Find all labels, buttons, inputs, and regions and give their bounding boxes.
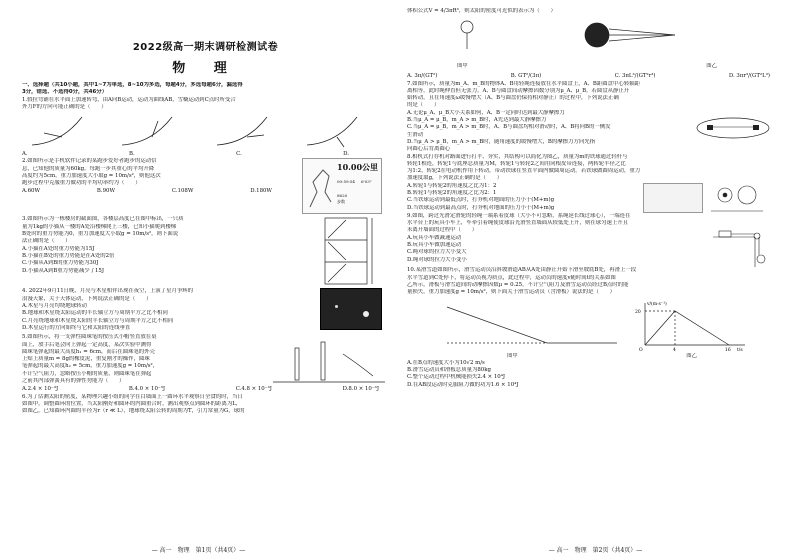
page-footer-1: — 高一 物理 第1页（共4页）—: [151, 547, 246, 554]
q10-figures: [407, 299, 780, 353]
q7-block: [407, 110, 780, 154]
q2-option-a: A.60W: [22, 187, 41, 194]
q4-option-a: A.木星与月亮均绕地球转动: [22, 303, 87, 310]
q6-line-2: 如图甲，调整圆环的位置，当太阳刚好和圆环的内圆重合时，测出观察点到圆环的距离为L，: [22, 400, 242, 407]
q7-option-a: A.无论μ_A、μ_B大小关系如何，A、B一定同时达到最大静摩擦力: [407, 109, 565, 116]
sun-observation-diagram: [447, 17, 677, 61]
q2-option-c: C.108W: [171, 187, 194, 194]
q5-option-c: C.4.8 × 10⁻³J: [235, 386, 272, 393]
graph-tick-x-4: 4: [673, 347, 676, 351]
q7-line-3: 始转动，且在角速度ω缓慢增大（A、B与圆盘仍保持相对静止）的过程中，下列说法正确: [407, 95, 619, 102]
q10-fig-label-jia: 图甲: [507, 352, 518, 359]
q5-line-7: 之前其内部弹簧具有的弹性势能为（ ）: [22, 378, 125, 385]
subject-title: 物 理: [172, 61, 239, 76]
q10-line-1: 10.某滑雪道如图所示，滑雪运动员沿斜坡滑道AB从A处由静止开始下滑至坡底B处，再滑上一段: [407, 267, 637, 274]
q1-line-2: 外力F的方向可能正确的是（ ）: [22, 103, 107, 110]
graph-tick-x-16: 16: [725, 347, 731, 351]
q5-line-4: 上贴上质量m = 8g的橡皮泥，重复刚才的操作，圆珠: [22, 356, 150, 363]
q9-line-2: 水平台上的玩具小车上，车牵引着绳使皮球沿光滑竖直墙面从较低处上升，则在球匀速上升且: [407, 220, 629, 227]
q1-figures: [22, 113, 389, 149]
q10-option-c: C.整个运动过程中机械能损失2.4 × 10⁴J: [407, 374, 506, 381]
q5-line-1: 5.如图所示，将一支弹性圆珠笔的按压式小帽竖直放在桌: [22, 334, 157, 341]
pen-spring-figure: [273, 334, 385, 386]
pen-diagram: [273, 334, 385, 386]
q6-option-b: B. GT²/(3π): [510, 72, 542, 79]
q7-option-c-cont: 生滑动: [407, 131, 424, 138]
stat-steps-label: 步数: [337, 199, 345, 205]
q6-option-a: A. 3π/(GT²): [407, 72, 438, 79]
q5-option-b: B.4.0 × 10⁻³J: [128, 386, 166, 393]
q6-figures: [447, 17, 780, 63]
q7-option-d-cont: 向圆心后背离圆心: [407, 146, 451, 153]
q9-option-b: B.玩具小车做加速运动: [407, 241, 462, 248]
q3-line-2: 量为1kg的小猫从一楼的A处沿楼梯爬上三楼，已知小猫爬到楼梯: [22, 223, 177, 230]
q9-block: [407, 227, 780, 267]
exam-title: 2022级高一期末调研检测试卷: [132, 42, 279, 53]
q4-block: [22, 288, 389, 332]
q10-fig-label-yi: 图乙: [686, 352, 697, 359]
q8-option-a: A.转轮1与转轮2的角速度之比为1：2: [407, 182, 497, 189]
q7-line-1: 7.如图所示，质量为m_A、m_B的物体A、B用轻绳连接放在水平圆盘上，A、B距圆盘中心转轴距: [407, 80, 640, 87]
q5-line-5: 笔弹起的最大高度h₂ = 5cm，重力加速度g = 10m/s²，: [22, 363, 159, 370]
section-heading-cont: 3分，错选、不选得0分，共46分）: [22, 89, 108, 96]
stat-time: 00:59:54: [337, 179, 355, 185]
q4-option-b: B.地球和木星绕太阳运动的半长轴立方与周期平方之比不相同: [22, 310, 168, 317]
q3-line-1: 3.如图所示为一栋楼房的截面图，各楼层高度已在图中标出，一只质: [22, 216, 184, 223]
q7-line-2: 离相等，此时绳伸直但无张力。A、B与圆盘间动摩擦因数分别为μ_A、μ_B。若圆盘从静止开: [407, 87, 630, 94]
q1-option-c: C.: [236, 151, 242, 158]
q8-line-4: 加速度取g，下列说法正确的是（ ）: [407, 175, 503, 182]
q7-line-4: 的是（ ）: [407, 102, 440, 109]
q5-option-d: D.8.0 × 10⁻³J: [342, 386, 379, 393]
route-map: [305, 162, 335, 212]
page-footer-2: — 高一 物理 第2页（共4页）—: [548, 547, 643, 554]
q6-continued: 体积公式V = 4/3πR³，则太阳的密度可近似的表示为（ ）: [407, 8, 556, 14]
q2-option-d: D.180W: [250, 187, 272, 194]
distance-readout: 10.00公里: [337, 162, 379, 173]
q10-option-b: B.滑雪运动员和滑板总质量为80kg: [407, 367, 491, 374]
q6-option-d: D. 3πr³/(GT²L³): [728, 72, 770, 79]
q4-option-d: D.木星运行的方向始终与它和太阳的连线垂直: [22, 324, 131, 331]
q9-option-c: C.绳对球的拉力大小变大: [407, 249, 467, 256]
q3-block: [22, 216, 389, 286]
rammer-photo: [643, 183, 703, 213]
moon-jupiter-photo: [320, 288, 382, 330]
graph-xlabel: t/s: [737, 347, 743, 351]
q3-line-4: 法正确的是（ ）: [22, 238, 71, 245]
q7-option-d: D.当μ_A > μ_B，m_A > m_B时，随角速度的缓慢增大，B的摩擦力方向先指: [407, 138, 596, 145]
q1-option-b: B.: [129, 151, 135, 158]
q3-option-d: D.小猫从A到B重力势能减少了15J: [22, 267, 105, 274]
q4-option-c: C.月亮绕地球和木星绕太阳的半长轴立方与周期平方之比不相同: [22, 317, 174, 324]
q7-option-c: C.当μ_A = μ_B，m_A > m_B时，A、B与圆盘均相对滑动时，A、B将向B的一侧发: [407, 124, 611, 131]
q2-line-1: 2.如图所示是手机软件记录的某跑步爱好者跑步的运动信: [22, 158, 157, 165]
section-heading: 一、选择题（共10小题，其中1~7为单选，8~10为多选，每题4分，多选每题6分，漏选得: [22, 82, 243, 88]
stat-steps: 8620: [337, 193, 348, 199]
q3-option-c: C.小猫从A到B的重力势能为30J: [22, 260, 99, 267]
q2-line-4: 跑步过程中克服重力做功的平均功率约为（ ）: [22, 180, 141, 187]
ski-slope-diagram: [437, 299, 627, 351]
q9-line-3: 未离开墙面的过程中（ ）: [407, 227, 478, 234]
moon-dot: [363, 311, 369, 317]
q10-line-4: 量损失，重力加速度g = 10m/s²，则下面关于滑雪运动员（含滑板）说法的是（ ）: [407, 289, 616, 296]
q3-option-b: B.小猫在B处的重力势能是在A处的2倍: [22, 252, 115, 259]
q9-line-1: 9.如图，跨过光滑定滑轮的轻绳一端系着皮球（大小不可忽略，系绳延长线过球心），一端连在: [407, 212, 631, 219]
q8-option-b: B.转轮1与转轮2的角速度之比为2：1: [407, 190, 497, 197]
q1-option-a: A.: [22, 151, 28, 158]
q2-block: [22, 158, 389, 214]
curve-force-diagrams: [22, 113, 382, 149]
q8-option-d: D.当铁球运动到最高点时，打夯机对地面的压力小于(M+m)g: [407, 204, 555, 211]
pulley-wall-diagram: [711, 227, 773, 267]
q1-line-1: 1.假拉弯铺在水平面上加速转弯，由A向B运动，运动为曲线AB，雪橇运动到C点时所受合: [22, 96, 236, 103]
q8-block: [407, 183, 780, 213]
q9-option-d: D.绳对球的拉力大小变小: [407, 256, 467, 263]
q1-option-d: D.: [343, 151, 349, 158]
q5-line-2: 面上，放手后笔会向上弹起一定高度，某次实验中测得: [22, 341, 152, 348]
q5-option-a: A.2.4 × 10⁻³J: [22, 386, 59, 393]
q2-option-b: B.90W: [96, 187, 115, 194]
q8-line-3: 为1:2，转轮2在电动机作用下转动，带动铁球在竖直平面内做圆周运动。若铁球做圆周运动，重力: [407, 168, 641, 175]
rammer-diagram: [707, 183, 767, 213]
velocity-time-graph: [633, 299, 753, 351]
turntable-diagram: [693, 110, 773, 144]
q7-option-b: B.当μ_A = μ_B，m_A > m_B时，A先达到最大静摩擦力: [407, 117, 547, 124]
q10-line-2: 水平雪道到C处停下，将运动员视为质点，此过程中，运动员的速度v随时间t的关系如图: [407, 274, 616, 281]
q3-option-a: A.小猫在A处的重力势能为15J: [22, 245, 95, 252]
q5-block: [22, 334, 389, 386]
q8-line-2: 转轮1相连，转轮1与底座总质量为M，转轮1与转轮2之间用同根皮带连接，两转轮半径之比: [407, 160, 626, 167]
q5-line-3: 圆珠笔弹起的最大高度h₁ = 6cm，而后在圆珠笔的外壳: [22, 348, 155, 355]
q8-line-1: 8.相机式打存机对路面进行打平、夯实，其结构可以简化为图乙，质量为m的铁球通过轻杆与: [407, 153, 628, 160]
stairs-diagram: [320, 216, 380, 286]
building-section-figure: [320, 216, 380, 286]
graph-tick-y-20: 20: [635, 309, 641, 315]
q6-line-1: 6.为了估测太阳的密度，某物理兴趣小组的同学在白墙面上一圆环水平观察日全食的时，当日: [22, 393, 243, 400]
q4-line-1: 4. 2022年9月11日晚，月亮与木星相伴出现在夜空，上演了星月争辉的: [22, 288, 194, 295]
jupiter-dot: [335, 305, 338, 308]
q4-line-2: 浪漫天象，关于天体运动，下列说法正确的是（ ）: [22, 295, 152, 302]
graph-origin: O: [639, 347, 643, 351]
q5-line-6: 不计空气阻力，忽略按压小帽的质量，则圆珠笔在弹起: [22, 370, 152, 377]
q10-line-3: 乙所示，滑板与滑雪道间的动摩擦因数μ = 0.25，不计空气阻力及滑雪运动员经过B点时的能: [407, 281, 629, 288]
q9-option-a: A.玩具小车做减速运动: [407, 234, 462, 241]
stat-pace: 6'03": [361, 179, 372, 185]
q10-option-d: D.在AB段运动时克服阻力做的功为1.6 × 10⁴J: [407, 381, 519, 388]
q2-line-2: 息，已知他的质量为60kg。每跑一步其重心的平均升降: [22, 165, 155, 172]
q2-line-3: 高度约为5cm，重力加速度大小取g = 10m/s²，则他这次: [22, 173, 161, 180]
q6-line-3: 如图乙，已知圆环内圆的半径为r（r ≪ L），地球绕太阳公转的周期为T，引力常量为G，球的: [22, 408, 245, 415]
q10-option-a: A.在B点的速度大小为10√2 m/s: [407, 359, 485, 366]
fig-label-yi: 图乙: [706, 63, 717, 70]
exam-page-2: [397, 0, 794, 560]
fig-label-jia: 图甲: [457, 63, 468, 70]
q6-option-c: C. 3πL³/(GT²r³): [614, 72, 656, 79]
q3-line-3: B处时的重力势能为0，重力加速度大小取g = 10m/s²，则下面说: [22, 231, 179, 238]
q8-option-c: C.当铁球运动到最低点时，打夯机对地面的压力小于(M+m)g: [407, 197, 555, 204]
running-app-screenshot: [302, 158, 382, 214]
graph-ylabel: v/(m·s⁻¹): [647, 301, 667, 307]
